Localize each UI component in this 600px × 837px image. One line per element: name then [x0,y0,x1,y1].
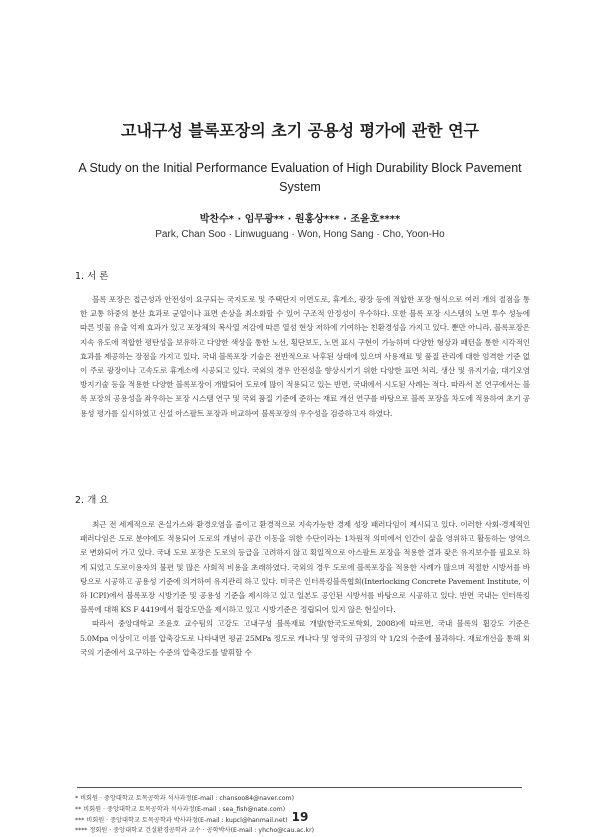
section-body-overview [80,518,530,660]
title-english: A Study on the Initial Performance Evaluation of High Durability Block Pavement System [78,161,522,194]
footnote-mark: *** [75,816,85,824]
footnote [75,794,535,805]
section-heading-intro: 1. 서 론 [75,271,109,282]
authors-english: Park, Chan Soo · Linwuguang · Won, Hong Sang · Cho, Yoon-Ho [155,229,445,240]
footnote-text: 비회원 · 중앙대학교 토목공학과 석사과정(E-mail : sea_fish@nate.com) [83,805,286,813]
paragraph: 따라서 중앙대학교 조윤호 교수팀의 고강도 고내구성 블록재료 개발(한국도로학회, 2008)에 따르면, 국내 블록의 휨강도 기준은 5.0Mpa 이상이고 이를 압축강도로 나타내면 평균 25MPa 정도로 캐나다 및 영국의 규정의 약 1/2의 수준에 불과하다. 재료개선을 통해 외국의 기준에서 요구하는 수준의 압축강도를 발휘할 수 [80,619,530,657]
section-heading-overview: 2. 개 요 [75,495,109,506]
section-body-intro [80,293,530,421]
paragraph: 최근 전 세계적으로 온실가스와 환경오염을 줄이고 환경적으로 지속가능한 경제 성장 패러다임이 제시되고 있다. 이러한 사회·경제적인 패러다임은 도로 분야에도 적용되어 도로의 개념이 공간 이동을 위한 수단이라는 1차원적 의미에서 인간이 삶을 영위하고 활동하는 영역으로 변화되어 가고 있다. 국내 도로 포장은 도로의 등급을 고려하지 않고 획일적으로 아스팔트 포장을 적용한 결과 잦은 유지보수를 필요로 하게 되었고 도로이용자의 불편 및 많은 사회적 비용을 초래하였다. 국외의 경우 도로에 블록포장을 적용한 사례가 많으며 적절한 시방서를 바탕으로 시공하고 공용성 기준에 의거하여 유지관리 하고 있다. 미국은 인터록킹블록협회(Interlocking Concrete Pavement Institute, 이하 ICPI)에서 블록포장 시방기준 및 공용성 기준을 제시하고 있고 일본도 공인된 시방서를 바탕으로 시공하고 있다. 반면 국내는 인터록킹 블록에 대해 KS F 4419에서 휨강도만을 제시하고 있고 시방기준은 정립되어 있지 않은 현실이다. [80,520,530,615]
footnote-mark: **** [75,827,88,835]
footnote [75,826,535,837]
footnote-mark: * [75,795,79,802]
authors-korean: 박찬수* · 임무광** · 원홍상*** · 조윤호**** [199,214,401,225]
page-number: 19 [291,810,309,824]
paragraph: 블록 포장은 접근성과 안전성이 요구되는 국지도로 및 주택단지 이면도로, 휴게소, 광장 등에 적합한 포장 형식으로 여러 개의 절점을 통한 교통 하중의 분산 효과로 균열이나 표면 손상을 최소화할 수 있어 구조적 안정성이 우수하다. 또한 블록 포장 시스템의 노면 투수 성능에 따른 빗물 유출 억제 효과가 있고 포장체의 복사열 저감에 따른 열섬 현상 저하에 기여하는 친환경성을 가지고 있다. 뿐만 아니라, 블록포장은 지속 유도에 적합한 평탄성을 보유하고 다양한 색상을 통한 노선, 횡단보도, 노면 표시 구현이 가능하며 다양한 형상과 패턴을 통한 시각적인 효과를 제공하는 장점을 가지고 있다. 국내 블록포장 기술은 전반적으로 낙후된 상태에 있으며 사용재료 및 품질 관리에 대한 엄격한 기준 없이 주로 광장이나 고속도로 휴게소에 시공되고 있다. 국외의 경우 안전성을 향상시키기 위한 다양한 표면 처리, 생산 및 유지기술, 대기오염 방지기술 등을 적용한 다양한 블록포장이 개발되어 도로에 많이 적용되고 있는 반면, 국내에서 시도된 사례는 적다. 따라서 본 연구에서는 블록 포장의 공용성을 좌우하는 포장 시스템 연구 및 국외 품질 기준에 준하는 재료 개선 연구를 바탕으로 블록 포장을 차도에 적용하여 초기 공용성 평가를 실시하였고 신설 아스팔트 포장과 비교하여 블록포장의 우수성을 검증하고자 하였다. [80,295,530,418]
footnote-mark: ** [75,805,82,813]
footnote-divider [77,787,522,788]
footnote-text: 비회원 · 중앙대학교 토목공학과 석사과정(E-mail : chansoo84@naver.com) [80,795,294,802]
footnote-text: 정회원 · 중앙대학교 건설환경공학과 교수 · 공학박사(E-mail : yhcho@cau.ac.kr) [89,827,315,835]
footnote-text: 비회원 · 중앙대학교 토목공학과 박사과정(E-mail : kupcl@hanmail.net) [86,816,288,824]
title-korean: 고내구성 블록포장의 초기 공용성 평가에 관한 연구 [121,121,479,140]
